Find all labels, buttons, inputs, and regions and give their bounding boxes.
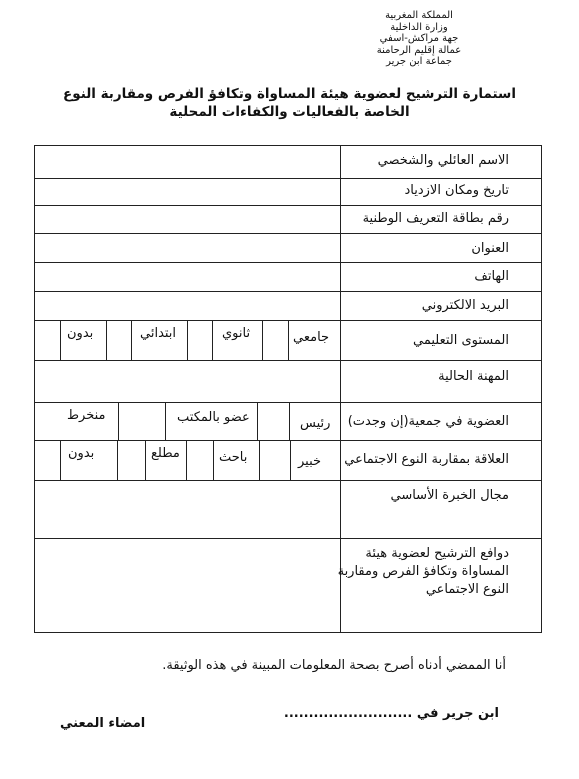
- label-education-level: المستوى التعليمي: [413, 333, 509, 348]
- form-title-line-2: الخاصة بالفعاليات والكفاءات المحلية: [169, 104, 410, 120]
- gender-option-informed: مطلع: [151, 446, 180, 461]
- option-divider: [212, 320, 213, 360]
- label-association-membership: العضوية في جمعية(إن وجدت): [347, 414, 509, 429]
- membership-president-checkbox[interactable]: [258, 403, 288, 439]
- letterhead-line: عمالة إقليم الرحامنة: [376, 44, 462, 56]
- membership-board-checkbox[interactable]: [119, 403, 164, 439]
- option-divider: [165, 402, 166, 440]
- motives-input[interactable]: [35, 539, 339, 630]
- option-divider: [288, 320, 289, 360]
- form-title-line-1: استمارة الترشيح لعضوية هيئة المساواة وتكافؤ الفرص ومقاربة النوع: [63, 86, 516, 102]
- option-divider: [131, 320, 132, 360]
- expertise-input[interactable]: [35, 481, 339, 537]
- membership-option-board-member: عضو بالمكتب: [177, 410, 250, 425]
- gender-option-none: بدون: [68, 446, 95, 461]
- membership-option-member: منخرط: [67, 408, 106, 423]
- gender-option-expert: خبير: [298, 454, 322, 469]
- label-national-id: رقم بطاقة التعريف الوطنية: [362, 211, 509, 226]
- label-full-name: الاسم العائلي والشخصي: [377, 153, 509, 168]
- label-candidacy-motives-1: دوافع الترشيح لعضوية هيئة: [365, 546, 509, 561]
- declaration-text: أنا الممضي أدناه أصرح بصحة المعلومات المبينة في هذه الوثيقة.: [162, 658, 506, 673]
- label-phone: الهاتف: [474, 269, 509, 284]
- label-candidacy-motives-2: المساواة وتكافؤ الفرص ومقاربة: [337, 564, 509, 579]
- education-option-none: بدون: [67, 326, 94, 341]
- membership-option-president: رئيس: [300, 416, 331, 431]
- option-divider: [60, 320, 61, 360]
- letterhead-line: جماعة ابن جرير: [386, 56, 452, 67]
- label-gender-approach-relation: العلاقة بمقاربة النوع الاجتماعي: [344, 452, 509, 467]
- signature-label: امضاء المعني: [60, 716, 146, 731]
- gender-informed-checkbox[interactable]: [118, 441, 144, 479]
- education-none-checkbox[interactable]: [35, 321, 59, 359]
- gender-researcher-checkbox[interactable]: [187, 441, 212, 479]
- education-primary-checkbox[interactable]: [107, 321, 130, 359]
- profession-input[interactable]: [35, 361, 339, 401]
- option-divider: [60, 440, 61, 480]
- gender-none-checkbox[interactable]: [35, 441, 59, 479]
- education-secondary-checkbox[interactable]: [188, 321, 211, 359]
- label-current-profession: المهنة الحالية: [438, 369, 509, 384]
- label-address: العنوان: [471, 241, 509, 256]
- letterhead-line: جهة مراكش-اسفي: [379, 33, 459, 44]
- email-input[interactable]: [35, 292, 339, 319]
- letterhead-line: وزارة الداخلية: [390, 21, 448, 33]
- label-main-expertise: مجال الخبرة الأساسي: [390, 488, 509, 503]
- education-option-primary: ابتدائي: [140, 326, 177, 341]
- national-id-input[interactable]: [35, 206, 339, 232]
- letterhead-line: المملكة المغربية: [385, 10, 453, 21]
- education-option-university: جامعي: [293, 330, 330, 345]
- birth-input[interactable]: [35, 179, 339, 204]
- membership-member-checkbox[interactable]: [35, 403, 65, 439]
- label-birth-date-place: تاريخ ومكان الازدياد: [404, 183, 509, 198]
- phone-input[interactable]: [35, 263, 339, 290]
- option-divider: [145, 440, 146, 480]
- education-university-checkbox[interactable]: [263, 321, 287, 359]
- option-divider: [290, 440, 291, 480]
- address-input[interactable]: [35, 234, 339, 261]
- letterhead: [344, 10, 494, 68]
- label-candidacy-motives-3: النوع الاجتماعي: [425, 582, 509, 597]
- gender-option-researcher: باحث: [219, 450, 248, 465]
- option-divider: [213, 440, 214, 480]
- option-divider: [289, 402, 290, 440]
- education-option-secondary: ثانوي: [222, 326, 251, 341]
- name-input[interactable]: [35, 146, 339, 177]
- gender-expert-checkbox[interactable]: [260, 441, 289, 479]
- label-email: البريد الالكتروني: [421, 298, 509, 313]
- place-date-line: ابن جرير في ..........................: [283, 706, 499, 721]
